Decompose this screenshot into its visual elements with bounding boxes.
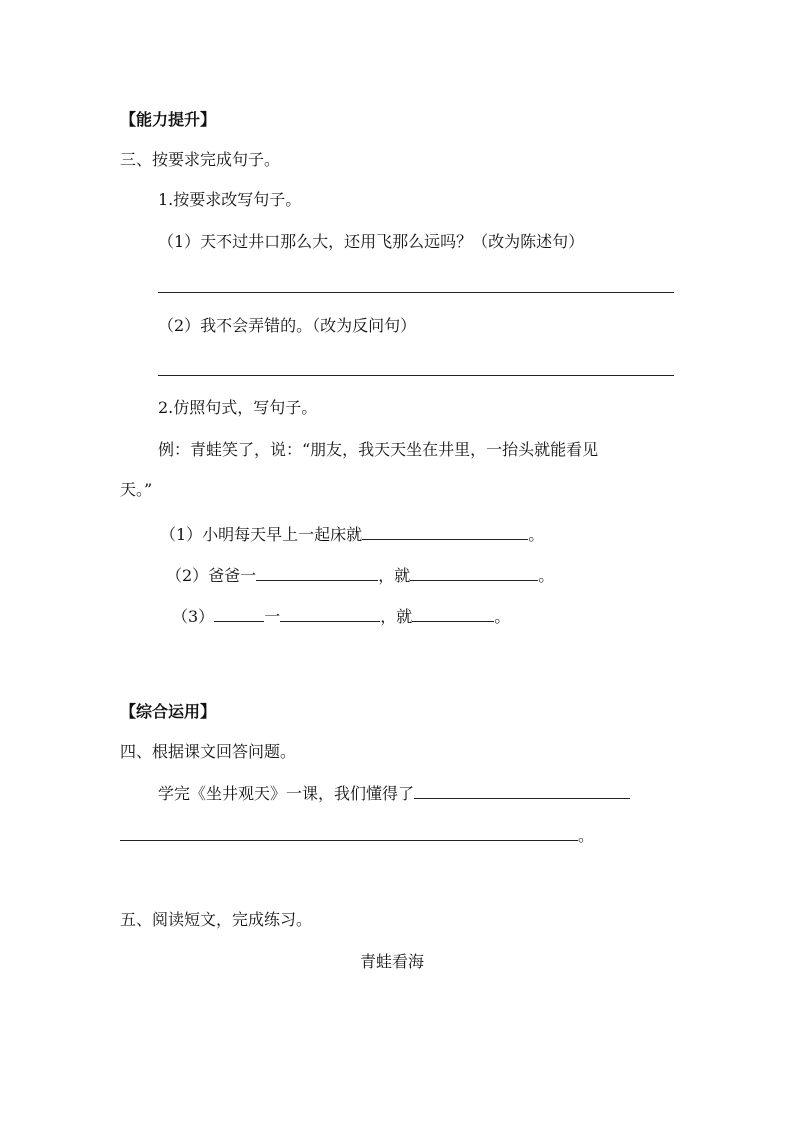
fill-2-prefix: （2）爸爸一: [166, 566, 257, 585]
fill-2-suffix: 。: [538, 566, 555, 585]
fill-3-blank-c[interactable]: [412, 607, 494, 622]
question-4-prompt: 学完《坐井观天》一课，我们懂得了: [158, 784, 415, 803]
fill-2-blank-a[interactable]: [256, 566, 378, 581]
question-3-title: 三、按要求完成句子。: [120, 150, 281, 169]
fill-3-prefix: （3）: [172, 607, 215, 626]
fill-1-prefix: （1）小明每天早上一起床就: [160, 525, 363, 544]
example-line-2: 天。”: [120, 480, 153, 499]
fill-3-mid2: ，就: [380, 607, 413, 626]
fill-1-suffix: 。: [528, 525, 545, 544]
part-2-title: 2.仿照句式，写句子。: [158, 398, 318, 417]
fill-3-mid1: 一: [264, 607, 281, 626]
item-1-text: （1）天不过井口那么大，还用飞那么远吗？（改为陈述句）: [158, 232, 585, 251]
question-4-end: 。: [578, 826, 595, 845]
question-4-blank-a[interactable]: [414, 784, 630, 799]
passage-title: 青蛙看海: [360, 952, 425, 971]
fill-item-1: [160, 525, 544, 545]
question-4-prompt-line: [158, 784, 630, 804]
fill-3-blank-a[interactable]: [214, 607, 264, 622]
section-heading-apply: 【综合运用】: [120, 702, 217, 721]
fill-1-blank[interactable]: [362, 525, 528, 540]
question-4-continuation-line: [120, 826, 594, 846]
fill-item-3: [172, 607, 510, 627]
question-4-title: 四、根据课文回答问题。: [120, 742, 297, 761]
section-heading-ability: 【能力提升】: [120, 110, 217, 129]
answer-line-item-1[interactable]: [158, 292, 674, 293]
item-2-text: （2）我不会弄错的。（改为反问句）: [158, 316, 417, 335]
fill-2-blank-b[interactable]: [410, 566, 538, 581]
fill-item-2: [166, 566, 554, 586]
question-5-title: 五、阅读短文，完成练习。: [120, 910, 313, 929]
question-4-blank-b[interactable]: [120, 826, 578, 841]
part-1-title: 1.按要求改写句子。: [158, 190, 302, 209]
example-line-1: 例：青蛙笑了，说：“朋友，我天天坐在井里，一抬头就能看见: [158, 440, 599, 459]
fill-3-suffix: 。: [494, 607, 511, 626]
answer-line-item-2[interactable]: [158, 375, 674, 376]
fill-3-blank-b[interactable]: [280, 607, 380, 622]
fill-2-mid: ，就: [378, 566, 411, 585]
